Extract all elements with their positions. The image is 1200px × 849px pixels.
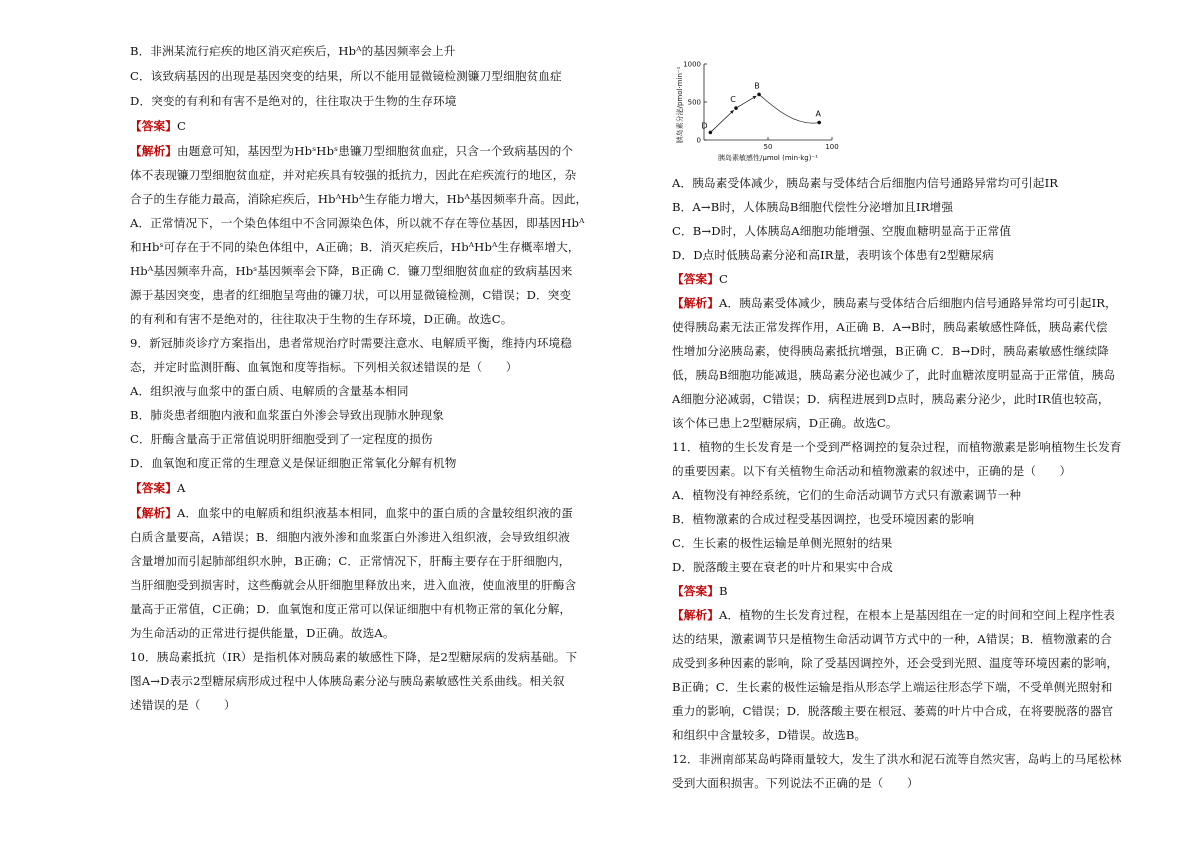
y-tick-label: 1000 [683, 60, 701, 69]
q11-option-d: D．脱落酸主要在衰老的叶片和果实中合成 [672, 560, 893, 574]
explanation-text: 由题意可知，基因型为HbˢHbˢ患镰刀型细胞贫血症，只含一个致病基因的个 [176, 144, 574, 158]
q12-stem: 受到大面积损害。下列说法不正确的是（ ） [672, 776, 919, 790]
q11-stem: 的重要因素。以下有关植物生命活动和植物激素的叙述中，正确的是（ ） [672, 464, 1072, 478]
q8-explanation-line: 的有利和有害不是绝对的，往往取决于生物的生存环境，D正确。故选C。 [130, 312, 513, 326]
q11-explanation-line: B正确；C．生长素的极性运输是指从形态学上端运往形态学下端，不受单侧光照射和 [672, 680, 1113, 694]
q11-option-b: B．植物激素的合成过程受基因调控，也受环境因素的影响 [672, 512, 975, 526]
data-point [734, 106, 738, 110]
q9-stem: 态，并定时监测肝酶、血氧饱和度等指标。下列相关叙述错误的是（ ） [130, 360, 518, 374]
y-tick-label: 0 [696, 136, 701, 145]
q8-explanation-line: 体不表现镰刀型细胞贫血症，并对疟疾具有较强的抵抗力，因此在疟疾流行的地区，杂 [130, 168, 577, 182]
q10-stem: 述错误的是（ ） [130, 698, 236, 712]
q11-explanation-line: 成受到多种因素的影响，除了受基因调控外，还会受到光照、温度等环境因素的影响， [672, 656, 1119, 670]
q11-explanation-line [672, 608, 1115, 622]
q9-explanation-line: 为生命活动的正常进行提供能量，D正确。故选A。 [130, 626, 395, 640]
data-point-label: D [701, 121, 708, 131]
explanation-text: A．植物的生长发育过程，在根本上是基因组在一定的时间和空间上程序性表 [718, 608, 1116, 622]
answer-value: A [176, 481, 186, 495]
q10-option-a: A．胰岛素受体减少，胰岛素与受体结合后细胞内信号通路异常均可引起IR [672, 176, 1059, 190]
explanation-tag: 【解析】 [130, 144, 177, 158]
answer-tag: 【答案】 [130, 119, 177, 133]
q8-option-d: D．突变的有利和有害不是绝对的，往往取决于生物的生存环境 [130, 94, 457, 108]
y-axis-label: 胰岛素分泌/pmol·min⁻¹ [676, 66, 684, 144]
explanation-text: A．胰岛素受体减少，胰岛素与受体结合后细胞内信号通路异常均可引起IR， [718, 296, 1117, 310]
q11-stem: 11．植物的生长发育是一个受到严格调控的复杂过程，而植物激素是影响植物生长发育 [672, 440, 1122, 454]
y-ticks [683, 61, 707, 145]
x-tick-label: 50 [763, 143, 773, 151]
q9-option-d: D．血氧饱和度正常的生理意义是保证细胞正常氧化分解有机物 [130, 456, 457, 470]
data-point [757, 93, 761, 97]
data-points [701, 81, 821, 134]
y-tick-label: 500 [687, 98, 701, 107]
q8-explanation-line: 和Hbˢ可存在于不同的染色体组中，A正确；B．消灭疟疾后，HbᴬHbᴬ生存概率增大， [130, 240, 580, 254]
answer-tag: 【答案】 [130, 481, 177, 495]
q8-explanation-line: A．正常情况下，一个染色体组中不含同源染色体，所以就不存在等位基因，即基因Hbᴬ [130, 216, 585, 230]
q9-explanation-line [130, 506, 573, 520]
q11-explanation-line: 达的结果，激素调节只是植物生命活动调节方式中的一种，A错误；B．植物激素的合 [672, 632, 1112, 646]
answer-tag: 【答案】 [672, 272, 719, 286]
q10-answer [672, 272, 728, 286]
q9-stem: 9．新冠肺炎诊疗方案指出，患者常规治疗时需要注意水、电解质平衡，维持内环境稳 [130, 336, 573, 350]
x-axis-label: 胰岛素敏感性/μmol (min·kg)⁻¹ [718, 154, 818, 162]
q11-explanation-line: 和组织中含量较多，D错误。故选B。 [672, 728, 867, 742]
q9-answer [130, 481, 186, 495]
q11-option-c: C．生长素的极性运输是单侧光照射的结果 [672, 536, 893, 550]
q10-stem: 图A→D表示2型糖尿病形成过程中人体胰岛素分泌与胰岛素敏感性关系曲线。相关叙 [130, 674, 565, 688]
q11-explanation-line: 重力的影响，C错误；D．脱落酸主要在根冠、萎蔫的叶片中合成，在将要脱落的器官 [672, 704, 1114, 718]
q11-answer [672, 584, 728, 598]
q10-explanation-line [672, 296, 1117, 310]
q10-explanation-line: 该个体已患上2型糖尿病，D正确。故选C。 [672, 416, 898, 430]
answer-value: C [176, 119, 187, 133]
explanation-tag: 【解析】 [672, 296, 719, 310]
q8-answer [130, 119, 186, 133]
answer-value: C [718, 272, 729, 286]
q10-explanation-line: 使得胰岛素无法正常发挥作用，A正确 B．A→B时，胰岛素敏感性降低，胰岛素代偿 [672, 320, 1108, 334]
curve-b-to-a [759, 94, 819, 123]
q9-explanation-line: 含量增加而引起肺部组织水肿，B正确；C．正常情况下，肝酶主要存在于肝细胞内， [130, 554, 571, 568]
arrow-line [712, 110, 734, 131]
explanation-tag: 【解析】 [130, 506, 177, 520]
q8-explanation-line: Hbᴬ基因频率升高，Hbˢ基因频率会下降，B正确 C．镰刀型细胞贫血症的致病基因来 [130, 264, 573, 278]
q10-stem: 10．胰岛素抵抗（IR）是指机体对胰岛素的敏感性下降，是2型糖尿病的发病基础。下 [130, 650, 578, 664]
x-tick-label: 100 [825, 143, 839, 151]
q8-explanation-line: 源于基因突变，患者的红细胞呈弯曲的镰刀状，可以用显微镜检测，C错误；D．突变 [130, 288, 572, 302]
q10-explanation-line: 性增加分泌胰岛素，使得胰岛素抵抗增强，B正确 C．B→D时，胰岛素敏感性继续降 [672, 344, 1110, 358]
q12-stem: 12．非洲南部某岛屿降雨量较大，发生了洪水和泥石流等自然灾害，岛屿上的马尾松林 [672, 752, 1122, 766]
explanation-text: A．血浆中的电解质和组织液基本相同，血浆中的蛋白质的含量较组织液的蛋 [176, 506, 574, 520]
q11-option-a: A．植物没有神经系统，它们的生命活动调节方式只有激素调节一种 [672, 488, 1022, 502]
insulin-chart [672, 50, 852, 166]
q9-explanation-line: 当肝细胞受到损害时，这些酶就会从肝细胞里释放出来，进入血液，使血液里的肝酶含 [130, 578, 577, 592]
data-point-label: A [815, 109, 821, 119]
q10-explanation-line: 低，胰岛B细胞功能减退，胰岛素分泌也减少了，此时血糖浓度明显高于正常值，胰岛 [672, 368, 1116, 382]
x-ticks [764, 137, 839, 151]
q10-option-c: C．B→D时，人体胰岛A细胞功能增强、空腹血糖明显高于正常值 [672, 224, 1012, 238]
data-point [709, 131, 713, 135]
data-point-label: B [754, 81, 760, 91]
answer-tag: 【答案】 [672, 584, 719, 598]
q9-explanation-line: 量高于正常值，C正确；D．血氧饱和度正常可以保证细胞中有机物正常的氧化分解， [130, 602, 572, 616]
q8-explanation-line: 合子的生存能力最高，消除疟疾后，HbᴬHbᴬ生存能力增大，Hbᴬ基因频率升高。因此， [130, 192, 588, 206]
q8-option-b: B．非洲某流行疟疾的地区消灭疟疾后，Hbᴬ的基因频率会上升 [130, 44, 456, 58]
data-point-label: C [730, 95, 736, 105]
q9-explanation-line: 白质含量要高，A错误；B．细胞内液外渗和血浆蛋白外渗进入组织液，会导致组织液 [130, 530, 570, 544]
q8-option-c: C．该致病基因的出现是基因突变的结果，所以不能用显微镜检测镰刀型细胞贫血症 [130, 69, 562, 83]
q10-explanation-line: A细胞分泌减弱，C错误；D．病程进展到D点时，胰岛素分泌少，此时IR值也较高， [672, 392, 1110, 406]
explanation-tag: 【解析】 [672, 608, 719, 622]
q9-option-b: B．肺炎患者细胞内液和血浆蛋白外渗会导致出现肺水肿现象 [130, 408, 445, 422]
q10-option-b: B．A→B时，人体胰岛B细胞代偿性分泌增加且IR增强 [672, 200, 954, 214]
q10-option-d: D．D点时低胰岛素分泌和高IR量，表明该个体患有2型糖尿病 [672, 248, 994, 262]
data-point [817, 121, 821, 125]
answer-value: B [718, 584, 728, 598]
q9-option-a: A．组织液与血浆中的蛋白质、电解质的含量基本相同 [130, 384, 409, 398]
q8-explanation-line [130, 144, 573, 158]
q9-option-c: C．肝酶含量高于正常值说明肝细胞受到了一定程度的损伤 [130, 432, 433, 446]
